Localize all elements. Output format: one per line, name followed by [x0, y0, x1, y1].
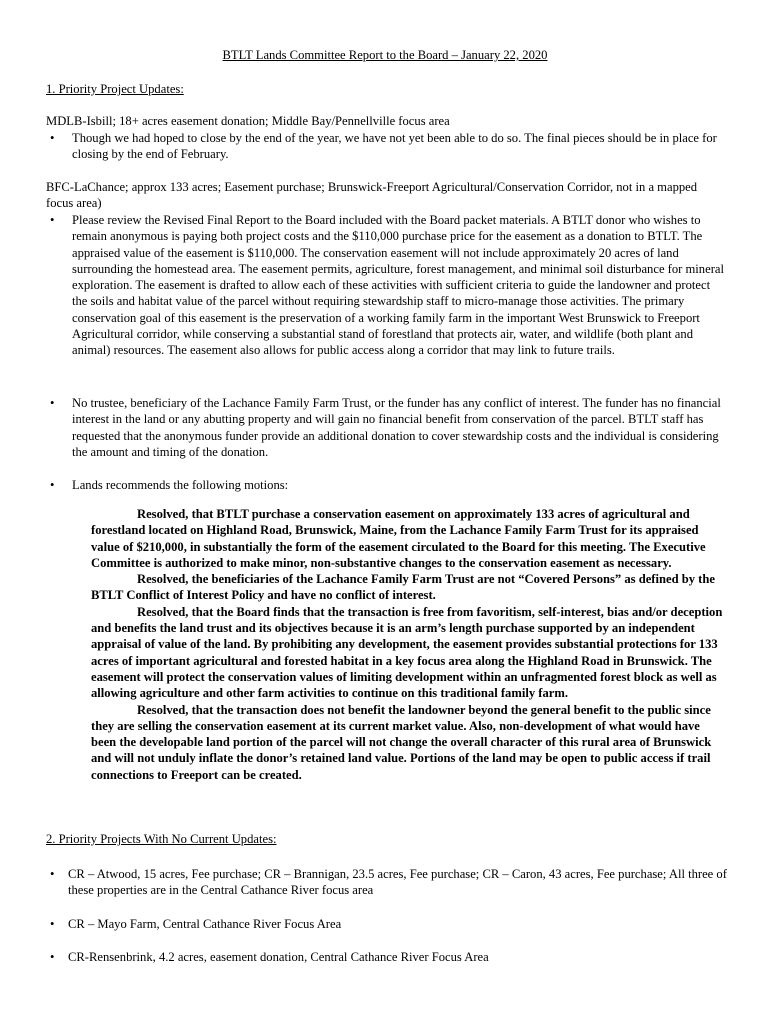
resolution-purchase: Resolved, that BTLT purchase a conservation easement on approximately 133 acres of agricultural and forestland located on Highland Road, Brunswick, Maine, from the Lachance Family Farm Trust for its appraised value of $210,000, in substantially the form of the easement circulated to the Board for this meeting. The Executive Committee is authorized to make minor, non-substantive changes to the conservation easement as necessary.	[91, 507, 706, 570]
section-1-heading: 1. Priority Project Updates:	[46, 82, 184, 96]
list-item	[46, 866, 728, 899]
list-item-text: No trustee, beneficiary of the Lachance Family Farm Trust, or the funder has any conflict of interest. The funder has no financial interest in the land or any abutting property and will gain no financial benefit from conservation of the parcel. BTLT staff has requested that the anonymous funder provide an additional donation to cover stewardship costs and the individual is considering the amount and timing of the donation.	[72, 396, 721, 459]
list-item-text: Though we had hoped to close by the end of the year, we have not yet been able to do so. The final pieces should be in place for closing by the end of February.	[72, 131, 717, 162]
resolution-covered-persons: Resolved, the beneficiaries of the Lachance Family Farm Trust are not “Covered Persons” as defined by the BTLT Conflict of Interest Policy and have no conflict of interest.	[91, 572, 715, 603]
list-item-text: CR – Atwood, 15 acres, Fee purchase; CR – Brannigan, 23.5 acres, Fee purchase; CR – Caron, 43 acres, Fee purchase; All three of these properties are in the Central Cathance River focus area	[68, 867, 727, 898]
list-item	[46, 130, 728, 163]
list-item	[46, 949, 728, 965]
list-item-text: Lands recommends the following motions:	[72, 478, 289, 492]
report-title: BTLT Lands Committee Report to the Board – January 22, 2020	[222, 48, 548, 62]
project-mdlb-isbill-header: MDLB-Isbill; 18+ acres easement donation; Middle Bay/Pennellville focus area	[46, 114, 450, 128]
section-2-heading: 2. Priority Projects With No Current Updates:	[46, 832, 277, 846]
list-item-text: Please review the Revised Final Report to the Board included with the Board packet materials. A BTLT donor who wishes to remain anonymous is paying both project costs and the $110,000 purchase price for the easement as a donation to BTLT. The appraised value of the easement is $110,000. The conservation easement will not include approximately 20 acres of land surrounding the homestead area. The easement permits, agriculture, forest management, and minimal soil disturbance for mineral exploration. The easement is drafted to allow each of these activities with sufficient criteria to guide the landowner and protect the soils and habitat value of the parcel without requiring stewardship staff to micro-manage those activities. The primary conservation goal of this easement is the preservation of a working family farm in the important West Brunswick to Freeport Agricultural corridor, while conserving a substantial stand of forestland that protects air, water, and wildlife (both plant and animal) resources. The easement also allows for public access along a corridor that may link to future trails.	[72, 213, 724, 358]
bullet-icon: •	[50, 396, 55, 410]
resolution-transaction-findings: Resolved, that the Board finds that the transaction is free from favoritism, self-interest, bias and/or deception and benefits the land trust and its objectives because it is an arm’s length purchase supported by an independent appraisal of value of the land. By prohibiting any development, the easement provides substantial protections for 133 acres of important agricultural and forested habitat in a key focus area along the Highland Road in Brunswick. The easement will protect the conservation values of limiting development within an unfragmented forest block as well as allowing agriculture and other farm activities to continue on this traditional family farm.	[91, 604, 723, 701]
list-item	[46, 212, 728, 359]
bullet-icon: •	[50, 867, 55, 881]
list-item-text: CR-Rensenbrink, 4.2 acres, easement donation, Central Cathance River Focus Area	[68, 950, 489, 964]
resolution-no-private-benefit: Resolved, that the transaction does not benefit the landowner beyond the general benefit to the public since they are selling the conservation easement at its current market value. Also, non-development of what would have been the developable land portion of the parcel will not change the overall character of this rural area of Brunswick and will not unduly inflate the donor’s retained land value. Portions of the land may be open to public access if trail connections to Freeport can be created.	[91, 702, 712, 782]
list-item	[46, 477, 728, 493]
bullet-icon: •	[50, 213, 55, 227]
bullet-icon: •	[50, 917, 55, 931]
list-item	[46, 395, 728, 460]
project-bfc-lachance-header: BFC-LaChance; approx 133 acres; Easement purchase; Brunswick-Freeport Agricultural/Conservation Corridor, not in a mapped focus area)	[46, 180, 698, 211]
bullet-icon: •	[50, 131, 55, 145]
list-item	[46, 916, 728, 932]
list-item-text: CR – Mayo Farm, Central Cathance River Focus Area	[68, 917, 342, 931]
bullet-icon: •	[50, 478, 55, 492]
resolutions-block	[91, 506, 727, 783]
bullet-icon: •	[50, 950, 55, 964]
